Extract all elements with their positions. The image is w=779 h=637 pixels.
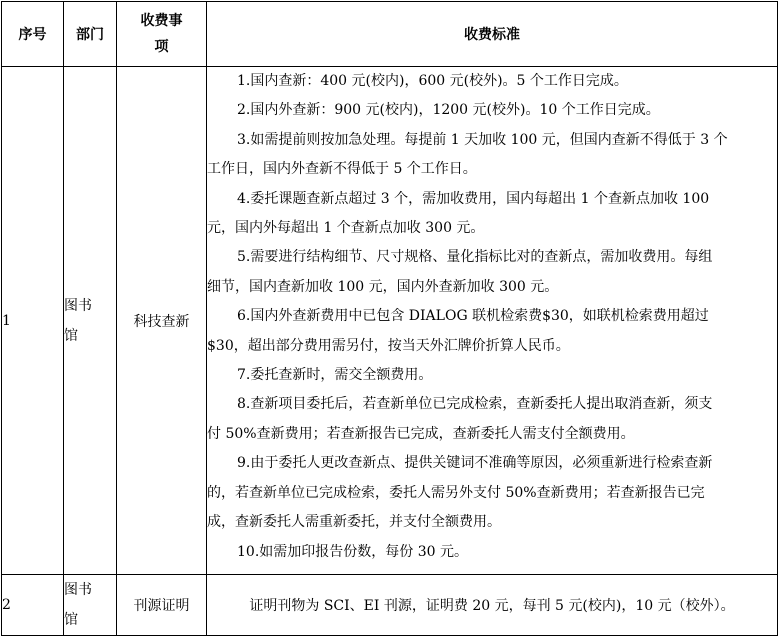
row1-item: 科技查新 [117,67,207,575]
std-line: 7.委托查新时，需交全额费用。 [237,367,433,384]
header-item [117,2,207,67]
std-line: 4.委托课题查新点超过 3 个，需加收费用，国内每超出 1 个查新点加收 100 [237,190,710,207]
row1-dept-line2: 馆 [64,327,78,344]
row1-dept-line1: 图书 [64,297,92,314]
table-row [2,67,778,575]
row2-dept-line2: 馆 [64,612,78,628]
std-line: $30，超出部分费用需另付，按当天外汇牌价折算人民币。 [207,337,570,354]
header-row [2,2,778,67]
row2-dept-line1: 图书 [64,582,92,598]
table-row [2,575,778,636]
row1-dept [64,67,117,575]
std-line: 10.如需加印报告份数，每份 30 元。 [237,543,468,560]
header-no: 序号 [2,2,64,67]
std-line: 8.查新项目委托后，若查新单位已完成检索，查新委托人提出取消查新，须支 [237,396,713,413]
std-line: 1.国内查新：400 元(校内)，600 元(校外)。5 个工作日完成。 [237,73,628,89]
std-line: 工作日，国内外查新不得低于 5 个工作日。 [207,161,477,178]
std-line: 9.由于委托人更改查新点、提供关键词不准确等原因，必须重新进行检索查新 [237,455,713,472]
std-line: 的，若查新单位已完成检索，委托人需另外支付 50%查新费用；若查新报告已完 [207,484,705,501]
row2-dept [64,575,117,636]
std-line: 3.如需提前则按加急处理。每提前 1 天加收 100 元，但国内查新不得低于 3 个 [237,131,728,148]
fee-standard-table [1,1,778,636]
header-item-line2: 项 [154,39,169,55]
row1-standard [207,67,778,575]
std-line: 2.国内外查新：900 元(校内)，1200 元(校外)。10 个工作日完成。 [237,102,660,119]
row2-item: 刊源证明 [117,575,207,636]
row1-no: 1 [2,67,64,575]
std-line: 5.需要进行结构细节、尺寸规格、量化指标比对的查新点，需加收费用。每组 [237,249,713,266]
std-line: 细节，国内查新加收 100 元，国内外查新加收 300 元。 [207,278,559,295]
header-dept: 部门 [64,2,117,67]
header-standard: 收费标准 [207,2,778,67]
row2-standard: 证明刊物为 SCI、EI 刊源，证明费 20 元，每刊 5 元(校内)，10 元（校外）。 [207,575,778,636]
std-line: 付 50%查新费用；若查新报告已完成，查新委托人需支付全额费用。 [207,425,635,442]
std-line: 6.国内外查新费用中已包含 DIALOG 联机检索费$30，如联机检索费用超过 [237,308,709,325]
std-line: 成，查新委托人需重新委托，并支付全额费用。 [207,514,501,531]
std-line: 元，国内外每超出 1 个查新点加收 300 元。 [207,220,485,237]
header-item-line1: 收费事 [140,13,183,29]
row2-no: 2 [2,575,64,636]
